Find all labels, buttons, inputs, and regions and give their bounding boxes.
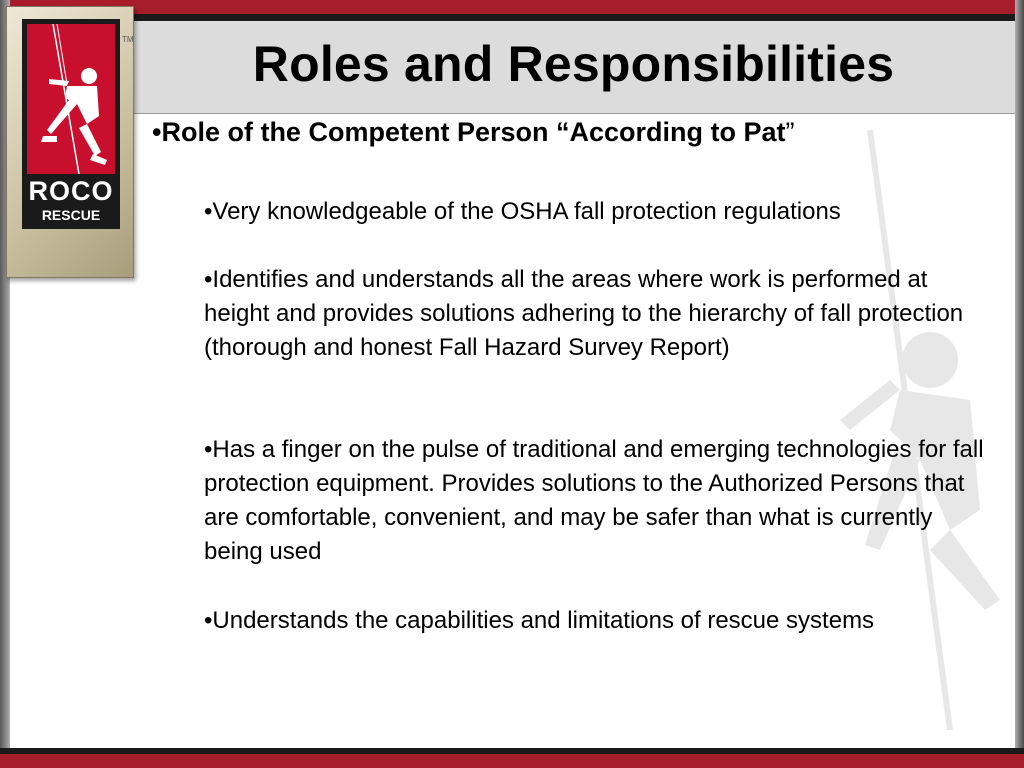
bullet-item: •Very knowledgeable of the OSHA fall protection regulations xyxy=(204,198,841,225)
bottom-red-bar xyxy=(0,754,1024,768)
slide-title: Roles and Responsibilities xyxy=(252,36,895,92)
right-border xyxy=(1015,0,1024,768)
rappeller-icon xyxy=(27,24,115,174)
section-heading xyxy=(152,117,795,148)
bullet-item: •Has a finger on the pulse of traditional and emerging technologies for fall protection equipment. Provides solutions to the Authorized Persons that are comfortable, convenient, and may be safer than what is currently being used xyxy=(204,436,984,565)
trademark-mark: TM xyxy=(122,35,134,44)
bullet-item: •Identifies and understands all the areas where work is performed at height and provides solutions adhering to the hierarchy of fall protection (thorough and honest Fall Hazard Survey Report) xyxy=(204,266,964,361)
section-heading-text: •Role of the Competent Person “According to Pat xyxy=(152,117,786,147)
top-dark-bar xyxy=(0,14,1024,21)
logo-line2: RESCUE xyxy=(41,207,101,223)
logo-panel xyxy=(22,19,120,229)
section-heading-close-quote: ” xyxy=(785,117,795,147)
bullet-item: •Understands the capabilities and limitations of rescue systems xyxy=(204,607,875,634)
roco-rescue-logo xyxy=(6,6,134,278)
logo-line1: ROCO xyxy=(28,176,114,206)
logo-red-panel xyxy=(27,24,115,174)
title-band xyxy=(132,21,1015,114)
top-red-bar xyxy=(0,0,1024,14)
